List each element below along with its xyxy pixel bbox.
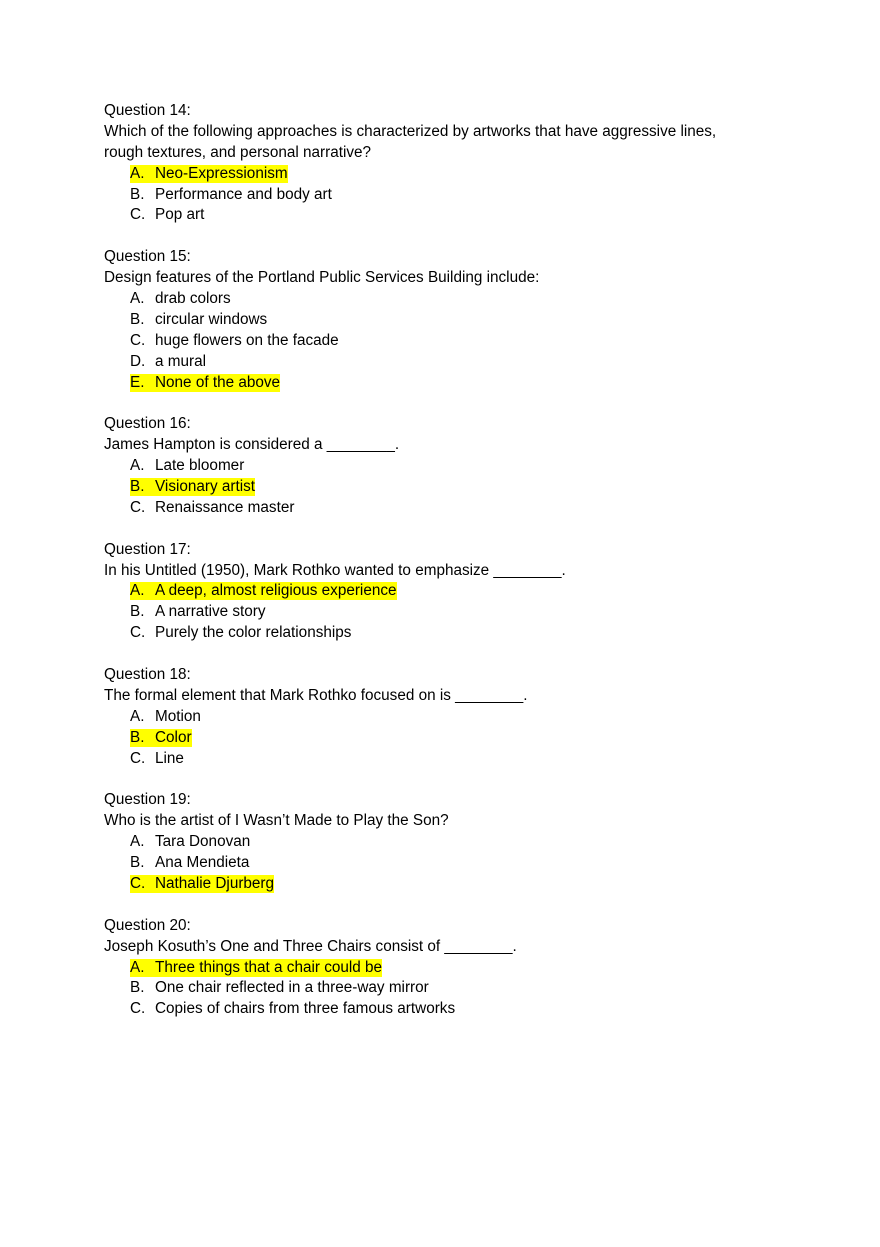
option-text: A deep, almost religious experience [155, 582, 397, 600]
option-text: Tara Donovan [155, 833, 251, 851]
option-highlight [130, 582, 397, 600]
option-highlight [130, 833, 250, 851]
option-letter: C. [130, 624, 146, 642]
option-text: circular windows [155, 310, 268, 328]
option-text: Copies of chairs from three famous artworks [155, 1000, 456, 1018]
question-block [104, 101, 804, 226]
option-text: Nathalie Djurberg [155, 874, 275, 892]
answer-option [104, 498, 804, 519]
option-highlight [130, 979, 429, 997]
answer-option [104, 205, 804, 226]
question-text: Which of the following approaches is characterized by artworks that have aggressive lines, [104, 122, 717, 140]
answer-option-correct [104, 164, 804, 185]
option-letter: A. [130, 707, 145, 725]
option-text: One chair reflected in a three-way mirror [155, 979, 429, 997]
question-block [104, 247, 804, 393]
option-letter: C. [130, 331, 146, 349]
question-block [104, 916, 804, 1020]
answer-option-correct [104, 874, 804, 895]
answer-option [104, 602, 804, 623]
option-letter: A. [130, 457, 145, 475]
answer-option [104, 289, 804, 310]
question-text: Joseph Kosuth’s One and Three Chairs consist of ________. [104, 937, 517, 955]
option-text: Pop art [155, 206, 205, 224]
question-header: Question 19: [104, 791, 191, 809]
question-block [104, 790, 804, 894]
option-highlight [130, 499, 294, 517]
option-highlight [130, 603, 266, 621]
answer-option [104, 999, 804, 1020]
answer-option [104, 749, 804, 770]
question-header: Question 16: [104, 415, 191, 433]
option-text: None of the above [155, 373, 281, 391]
answer-option-correct [104, 958, 804, 979]
question-text: In his Untitled (1950), Mark Rothko wanted to emphasize ________. [104, 561, 566, 579]
question-text: The formal element that Mark Rothko focused on is ________. [104, 686, 528, 704]
question-block [104, 540, 804, 644]
option-text: Purely the color relationships [155, 624, 352, 642]
option-letter: C. [130, 749, 146, 767]
option-highlight [130, 457, 244, 475]
option-text: Line [155, 749, 184, 767]
option-text: Late bloomer [155, 457, 245, 475]
option-letter: B. [130, 478, 145, 496]
answer-option [104, 310, 804, 331]
answer-option [104, 331, 804, 352]
option-letter: A. [130, 833, 145, 851]
answer-option-correct [104, 728, 804, 749]
answer-option [104, 185, 804, 206]
question-text: James Hampton is considered a ________. [104, 436, 400, 454]
option-text: Three things that a chair could be [155, 958, 383, 976]
option-letter: A. [130, 582, 145, 600]
question-text: Who is the artist of I Wasn’t Made to Play the Son? [104, 812, 449, 830]
question-block [104, 665, 804, 769]
option-highlight [130, 750, 184, 768]
option-letter: E. [130, 373, 145, 391]
option-highlight [130, 353, 206, 371]
option-highlight [130, 959, 382, 977]
option-highlight [130, 854, 249, 872]
option-letter: B. [130, 185, 145, 203]
answer-option [104, 707, 804, 728]
option-highlight [130, 478, 255, 496]
option-letter: C. [130, 206, 146, 224]
question-header: Question 20: [104, 916, 191, 934]
answer-option [104, 853, 804, 874]
option-letter: C. [130, 498, 146, 516]
option-letter: B. [130, 310, 145, 328]
option-text: Motion [155, 707, 201, 725]
option-highlight [130, 165, 288, 183]
option-highlight [130, 332, 339, 350]
answer-option-correct [104, 373, 804, 394]
option-letter: A. [130, 290, 145, 308]
option-highlight [130, 729, 192, 747]
answer-option [104, 623, 804, 644]
question-header: Question 14: [104, 102, 191, 119]
option-highlight [130, 290, 231, 308]
option-highlight [130, 1000, 455, 1018]
option-highlight [130, 186, 332, 204]
option-letter: C. [130, 874, 146, 892]
option-text: a mural [155, 352, 207, 370]
question-header: Question 18: [104, 666, 191, 684]
question-header: Question 17: [104, 540, 191, 558]
answer-option [104, 832, 804, 853]
option-letter: C. [130, 1000, 146, 1018]
option-text: Visionary artist [155, 478, 256, 496]
option-letter: B. [130, 728, 145, 746]
option-highlight [130, 374, 280, 392]
option-text: Renaissance master [155, 498, 295, 516]
answer-option [104, 456, 804, 477]
option-text: Color [155, 728, 192, 746]
option-letter: A. [130, 164, 145, 182]
option-highlight [130, 206, 204, 224]
option-letter: B. [130, 603, 145, 621]
option-text: Neo-Expressionism [155, 164, 288, 182]
option-text: A narrative story [155, 603, 266, 621]
question-header: Question 15: [104, 248, 191, 266]
option-highlight [130, 311, 267, 329]
option-text: Performance and body art [155, 185, 332, 203]
option-letter: B. [130, 854, 145, 872]
answer-option [104, 978, 804, 999]
option-letter: A. [130, 958, 145, 976]
answer-option-correct [104, 477, 804, 498]
question-text: Design features of the Portland Public Services Building include: [104, 269, 540, 287]
question-block [104, 414, 804, 518]
option-letter: D. [130, 352, 146, 370]
answer-option-correct [104, 581, 804, 602]
question-text: rough textures, and personal narrative? [104, 143, 372, 161]
answer-option [104, 352, 804, 373]
option-highlight [130, 624, 351, 642]
option-text: drab colors [155, 290, 231, 308]
option-highlight [130, 708, 201, 726]
quiz-document [104, 101, 804, 1041]
option-letter: B. [130, 979, 145, 997]
option-text: Ana Mendieta [155, 854, 250, 872]
option-text: huge flowers on the facade [155, 331, 339, 349]
option-highlight [130, 875, 274, 893]
